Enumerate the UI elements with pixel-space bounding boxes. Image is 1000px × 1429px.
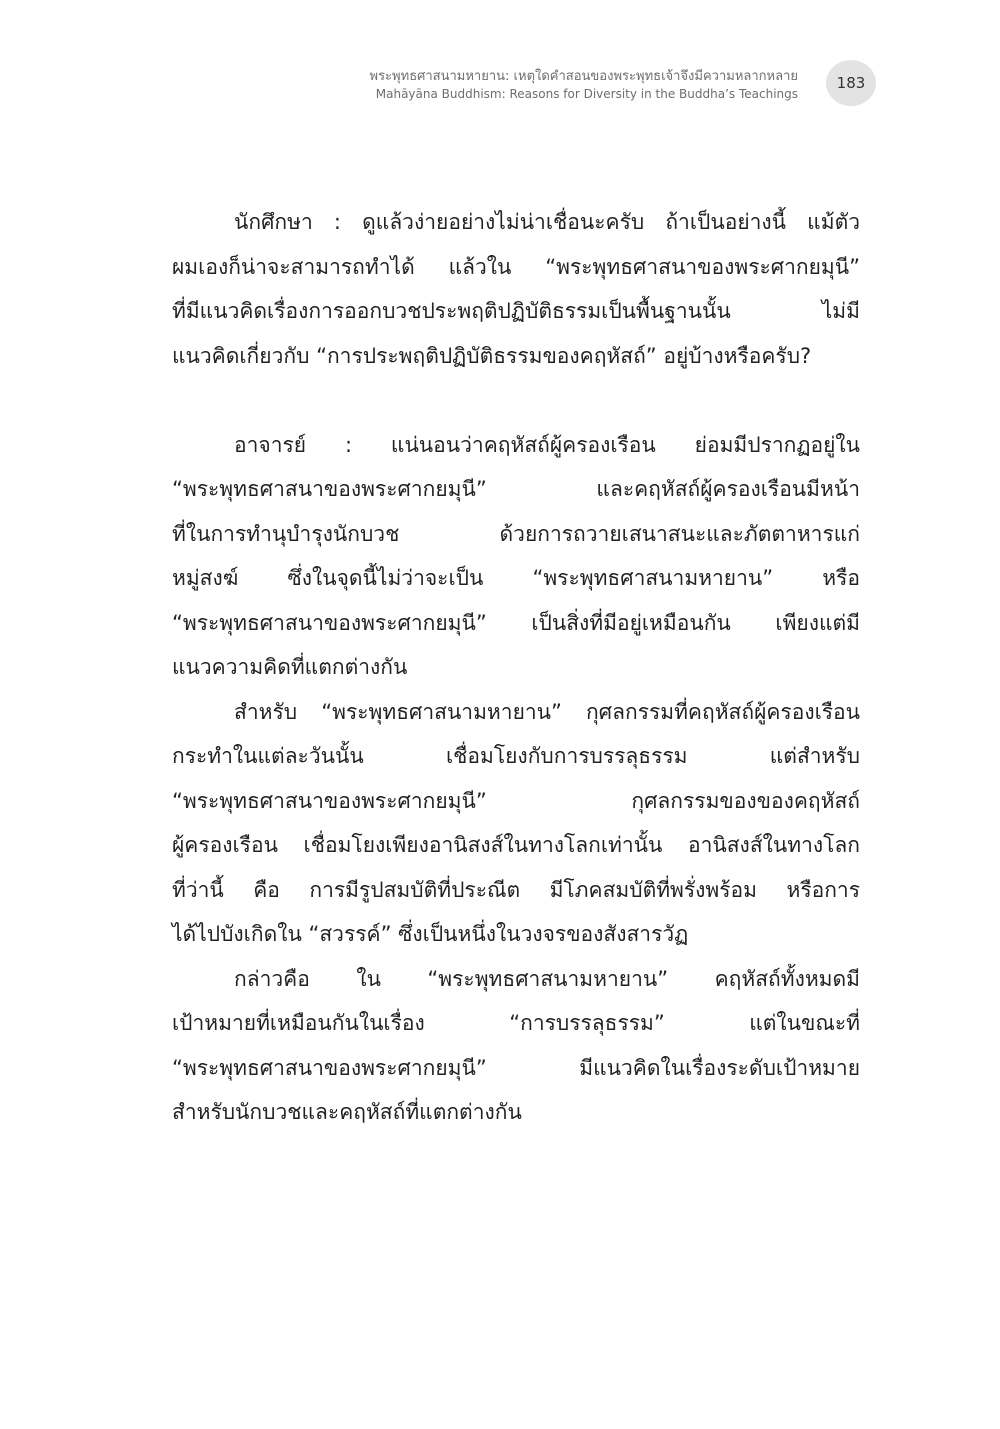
paragraph-line: หมู่สงฆ์ ซึ่งในจุดนี้ไม่ว่าจะเป็น “พระพุทธศาสนามหายาน” หรือ <box>172 566 860 590</box>
paragraph-line: “พระพุทธศาสนาของพระศากยมุนี” กุศลกรรมของของคฤหัสถ์ <box>172 788 860 813</box>
header-english-title: Mahāyāna Buddhism: Reasons for Diversity in the Buddha’s Teachings <box>375 87 798 101</box>
paragraph-line: ผู้ครองเรือน เชื่อมโยงเพียงอานิสงส์ในทางโลกเท่านั้น อานิสงส์ในทางโลก <box>172 833 860 857</box>
paragraph-line: “พระพุทธศาสนาของพระศากยมุนี” มีแนวคิดในเรื่องระดับเป้าหมาย <box>172 1055 860 1080</box>
paragraph-line: นักศึกษา : ดูแล้วง่ายอย่างไม่น่าเชื่อนะครับ ถ้าเป็นอย่างนี้ แม้ตัว <box>234 210 860 234</box>
paragraph-line: แนวคิดเกี่ยวกับ “การประพฤติปฏิบัติธรรมของคฤหัสถ์” อยู่บ้างหรือครับ? <box>172 343 812 368</box>
paragraph-teacher-answer <box>172 423 860 690</box>
paragraph-line: กล่าวคือ ใน “พระพุทธศาสนามหายาน” คฤหัสถ์ทั้งหมดมี <box>234 966 860 991</box>
paragraph-line: สำหรับ “พระพุทธศาสนามหายาน” กุศลกรรมที่คฤหัสถ์ผู้ครองเรือน <box>234 699 860 724</box>
paragraph-line: เป้าหมายที่เหมือนกันในเรื่อง “การบรรลุธรรม” แต่ในขณะที่ <box>172 1011 860 1035</box>
paragraph-line: ผมเองก็น่าจะสามารถทำได้ แล้วใน “พระพุทธศาสนาของพระศากยมุนี” <box>172 254 860 279</box>
paragraph-line: ที่ว่านี้ คือ การมีรูปสมบัติที่ประณีต มีโภคสมบัติที่พรั่งพร้อม หรือการ <box>172 877 860 902</box>
paragraph-gap <box>172 378 860 423</box>
body-text <box>172 200 860 1135</box>
header-thai-title: พระพุทธศาสนามหายาน: เหตุใดคำสอนของพระพุทธเจ้าจึงมีความหลากหลาย <box>369 69 798 84</box>
paragraph-line: ที่มีแนวคิดเรื่องการออกบวชประพฤติปฏิบัติธรรมเป็นพื้นฐานนั้น ไม่มี <box>172 299 860 323</box>
paragraph-line: “พระพุทธศาสนาของพระศากยมุนี” เป็นสิ่งที่มีอยู่เหมือนกัน เพียงแต่มี <box>172 610 860 635</box>
paragraph-student-question <box>172 200 860 378</box>
page-number-badge: 183 <box>826 60 876 106</box>
paragraph-line: สำหรับนักบวชและคฤหัสถ์ที่แตกต่างกัน <box>172 1100 522 1124</box>
paragraph-line: แนวความคิดที่แตกต่างกัน <box>172 655 408 679</box>
paragraph-mahayana-merit <box>172 690 860 957</box>
paragraph-line: ได้ไปบังเกิดใน “สวรรค์” ซึ่งเป็นหนึ่งในวงจรของสังสารวัฏ <box>172 922 689 946</box>
paragraph-line: อาจารย์ : แน่นอนว่าคฤหัสถ์ผู้ครองเรือน ย่อมมีปรากฏอยู่ใน <box>234 432 860 457</box>
paragraph-conclusion <box>172 957 860 1135</box>
paragraph-line: “พระพุทธศาสนาของพระศากยมุนี” และคฤหัสถ์ผู้ครองเรือนมีหน้า <box>172 477 860 501</box>
paragraph-line: ที่ในการทำนุบำรุงนักบวช ด้วยการถวายเสนาสนะและภัตตาหารแก่ <box>172 521 860 546</box>
paragraph-line: กระทำในแต่ละวันนั้น เชื่อมโยงกับการบรรลุธรรม แต่สำหรับ <box>172 744 860 768</box>
running-header <box>158 68 798 103</box>
